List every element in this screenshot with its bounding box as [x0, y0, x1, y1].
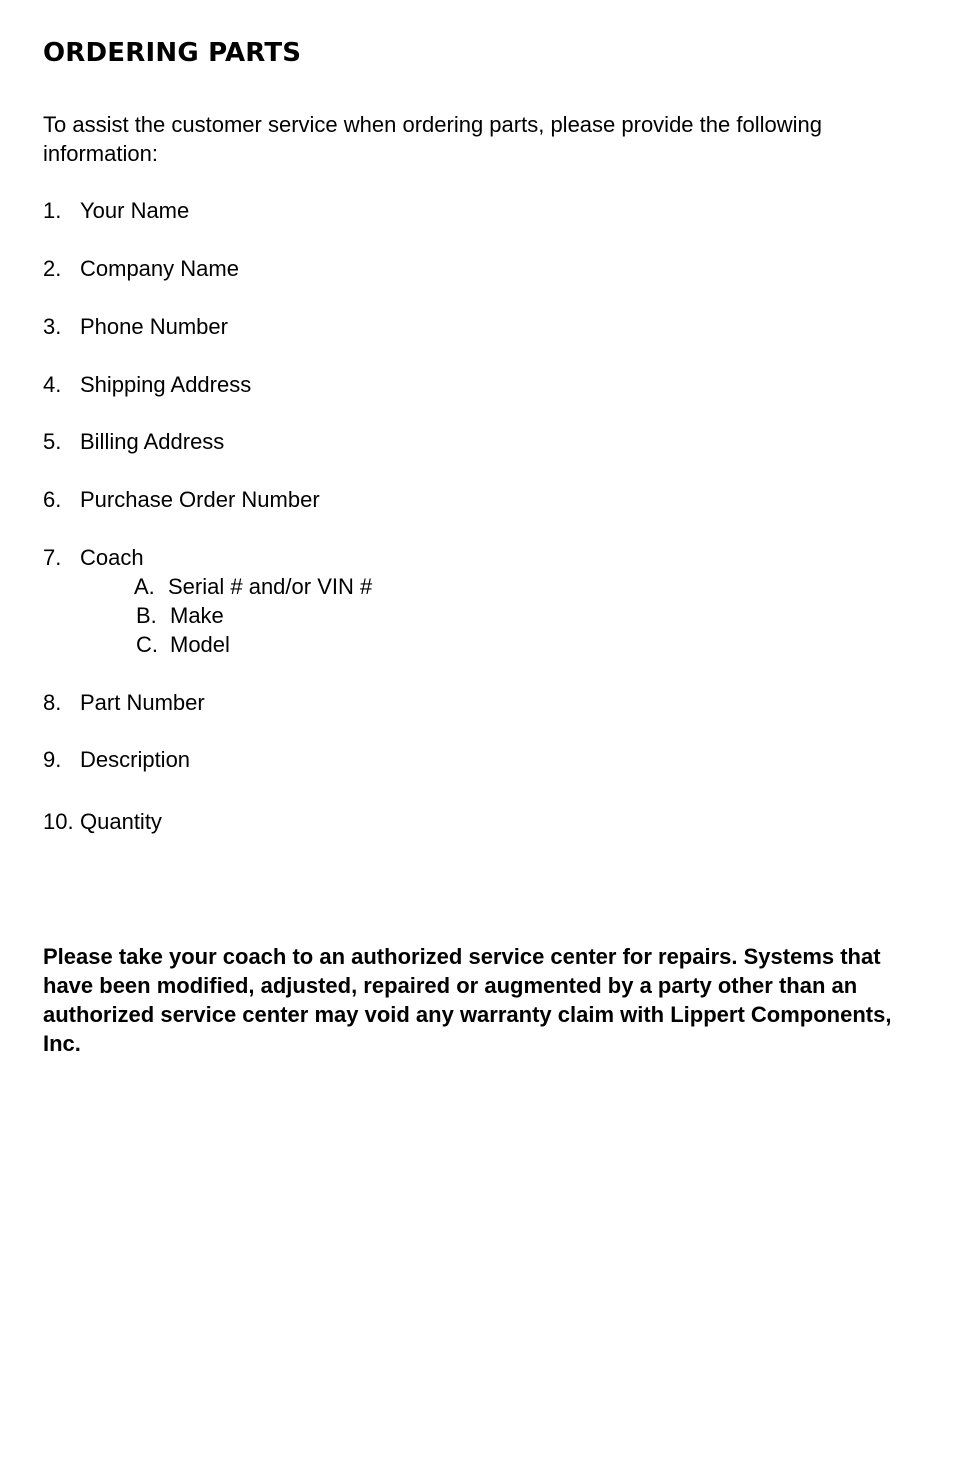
list-item-label: Phone Number [80, 314, 228, 339]
list-item-label: Your Name [80, 198, 190, 223]
sub-item-letter: B. [136, 603, 157, 628]
list-item-number: 3. [43, 314, 62, 339]
list-item-shipping-address [43, 370, 251, 399]
list-item-label: Description [80, 747, 191, 772]
list-item-number: 9. [43, 747, 62, 772]
list-item-purchase-order-number [43, 485, 320, 514]
list-item-billing-address [43, 427, 224, 456]
list-item-coach [43, 543, 144, 572]
list-item-description [43, 745, 190, 774]
sub-item-model [136, 630, 230, 659]
list-item-phone-number [43, 312, 228, 341]
list-item-number: 2. [43, 256, 62, 281]
list-item-number: 8. [43, 690, 62, 715]
sub-item-label: Model [170, 632, 230, 657]
sub-item-serial-vin [134, 572, 372, 601]
sub-item-label: Serial # and/or VIN # [168, 574, 373, 599]
list-item-number: 5. [43, 429, 62, 454]
list-item-number: 10. [43, 809, 74, 834]
list-item-number: 7. [43, 545, 62, 570]
list-item-label: Billing Address [80, 429, 225, 454]
sub-item-label: Make [170, 603, 224, 628]
list-item-label: Purchase Order Number [80, 487, 320, 512]
list-item-your-name [43, 196, 189, 225]
list-item-number: 6. [43, 487, 62, 512]
intro-paragraph: To assist the customer service when ordering parts, please provide the following information: [43, 112, 822, 166]
list-item-label: Part Number [80, 690, 205, 715]
sub-item-letter: A. [134, 574, 155, 599]
list-item-label: Company Name [80, 256, 239, 281]
sub-item-letter: C. [136, 632, 158, 657]
list-item-number: 4. [43, 372, 62, 397]
list-item-part-number [43, 688, 205, 717]
list-item-company-name [43, 254, 239, 283]
page-title: ORDERING PARTS [43, 38, 302, 68]
list-item-quantity [43, 807, 162, 836]
sub-item-make [136, 601, 224, 630]
list-item-label: Coach [80, 545, 144, 570]
warranty-notice: Please take your coach to an authorized service center for repairs. Systems that have been modified, adjusted, repaired or augmented by a party other than an authorized service center may void any warranty claim with Lippert Components, Inc. [43, 944, 892, 1056]
list-item-number: 1. [43, 198, 62, 223]
list-item-label: Shipping Address [80, 372, 252, 397]
list-item-label: Quantity [80, 809, 162, 834]
